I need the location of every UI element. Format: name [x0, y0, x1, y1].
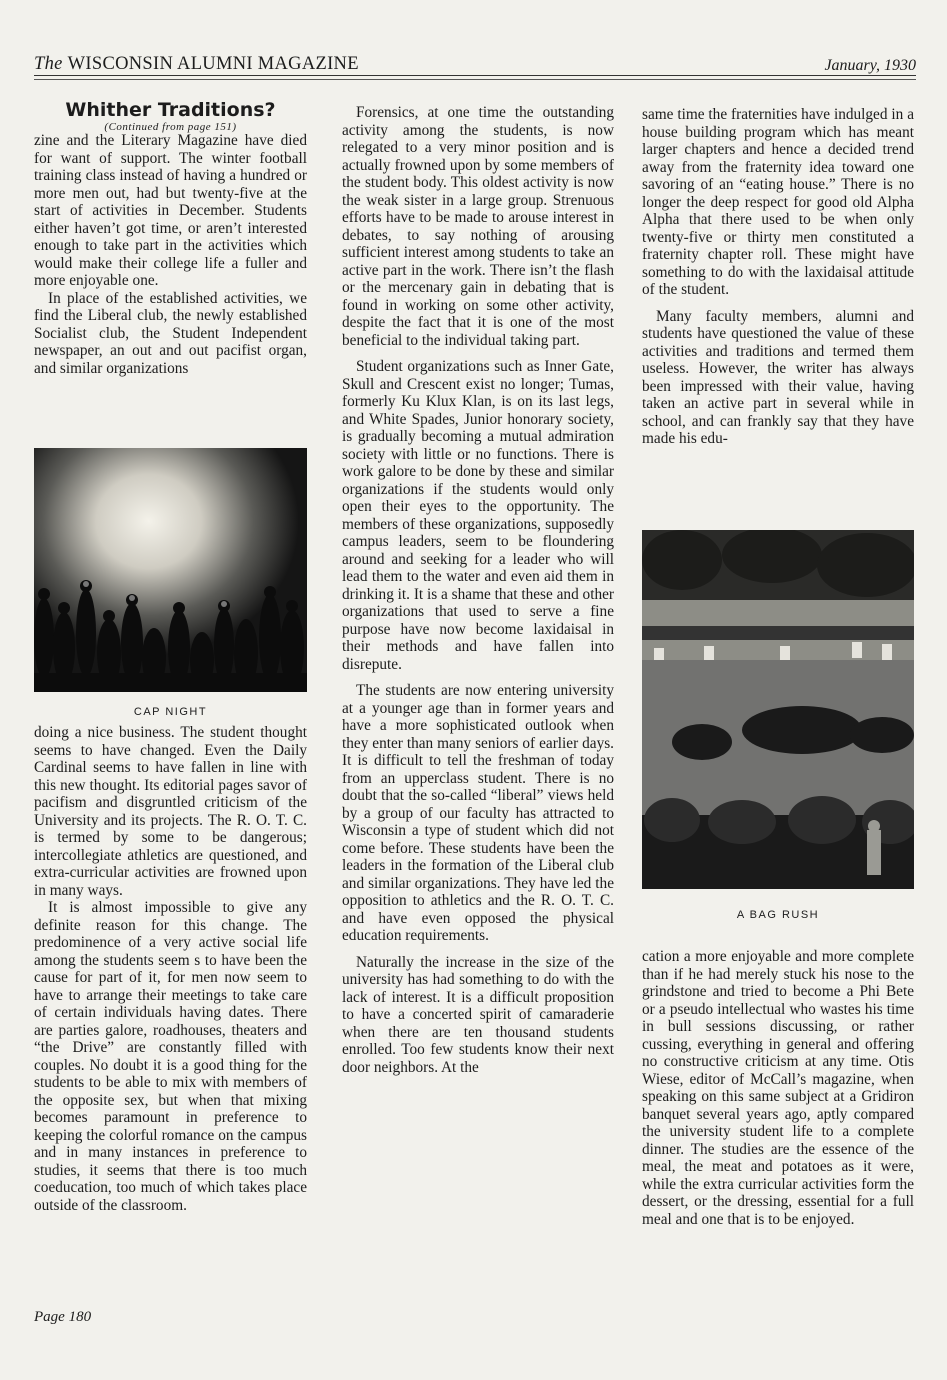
- paragraph: zine and the Literary Magazine have died for want of support. The winter football training class instead of having a hundred or more men out, had but twenty-five at the start of activities in December. Students either haven’t got time, or aren’t interested enough to take part in the activities which would make their college life a fuller and more enjoyable one.: [34, 132, 307, 289]
- magazine-title: The WISCONSIN ALUMNI MAGAZINE: [34, 54, 359, 74]
- paragraph: doing a nice business. The student thought seems to have changed. Even the Daily Cardinal seems to have fallen in line with this new thought. Its editorial pages savor of pacifism and disgruntled criticism of the University and its projects. The R. O. T. C. is termed by some to be dangerous; intercollegiate athletics are questioned, and extra-curricular activities are frowned upon in many ways.: [34, 724, 307, 899]
- page-number: Page 180: [34, 1309, 92, 1325]
- paragraph: Naturally the increase in the size of the university has had something to do with the lack of interest. It is a difficult proposition to have a concerted spirit of camaraderie when there are ten thousand students enrolled. Too few students know their next door neighbors. At the: [342, 953, 614, 1076]
- paragraph: The students are now entering university at a younger age than in former years and have a more sophisticated outlook when they enter than many seniors of earlier days. It is difficult to tell the freshman of today from an upperclass student. There is no doubt that the so-called “liberal” views held by a group of our faculty has attracted to Wisconsin a type of student which did not come before. These students have been the leaders in the formation of the Liberal club and similar organizations. They have led the opposition to athletics and the R. O. T. C. and have even opposed the physical education requirements.: [342, 682, 614, 944]
- column-3-top: [642, 106, 914, 448]
- cap-night-image: [34, 448, 307, 692]
- issue-date: January, 1930: [824, 57, 916, 74]
- column-2: [342, 104, 614, 1076]
- continued-note: (Continued from page 151): [104, 121, 237, 133]
- cap-night-caption: CAP NIGHT: [133, 706, 208, 718]
- paragraph: Student organizations such as Inner Gate, Skull and Crescent exist no longer; Tumas, formerly Ku Klux Klan, is on its last legs, and White Spades, Junior honorary society, is gradually becoming a mutual admiration society with little or no functions. There is work galore to be done by these and similar organizations if the students would only open their eyes to the opportunity. The members of these organizations, supposedly campus leaders, seem to be floundering around and seeking for a leader who will lead them to the water and even aid them in drinking it. It is a shame that these and other organizations that used to serve a fine purpose have now become laxidaisal in their methods and have fallen into disrepute.: [342, 358, 614, 673]
- bag-rush-photo: [642, 530, 914, 889]
- header-rule-thin: [34, 79, 916, 80]
- bag-rush-image: [642, 530, 914, 889]
- paragraph: Forensics, at one time the outstanding activity among the students, is now relegated to a very minor position and is actually frowned upon by some members of the student body. This oldest activity is now the weak sister in a large group. Strenuous efforts have to be made to arouse interest in debates, to say nothing of arousing sufficient interest among students to take an active part in the work. There isn’t the flash or the mercenary gain in debating that is found in working on some other activity, despite the fact that it is one of the most beneficial to the individual taking part.: [342, 104, 614, 349]
- article-title: Whither Traditions?: [65, 99, 276, 121]
- paragraph: Many faculty members, alumni and students have questioned the value of these activities and traditions and termed them useless. However, the writer has always been impressed with their value, having taken an active part in several while in school, and can frankly say that they have made his edu-: [642, 307, 914, 447]
- paragraph: It is almost impossible to give any definite reason for this change. The predominence of a very active social life among the students seem s to have been the cause for part of it, for men now seem to have to arrange their meetings to take care of certain individuals having dates. There are parties galore, roadhouses, theaters and “the Drive” are constantly filled with couples. No doubt it is a good thing for the students to be able to mix with members of the opposite sex, but when that mixing becomes paramount in preference to keeping the colorful romance on the campus and in many instances in preference to studies, it seems that there is too much coeducation, too much of which takes place outside of the classroom.: [34, 899, 307, 1214]
- paragraph: cation a more enjoyable and more complete than if he had merely stuck his nose to the grindstone and tried to become a Phi Bete or a pseudo intellectual who wastes his time in bull sessions discussing, or rather cussing, everything in general and offering no constructive criticism at any time. Otis Wiese, editor of McCall’s magazine, when speaking on this same subject at a Gridiron banquet several years ago, aptly compared the university student life to a complete dinner. The studies are the essence of the meal, the meat and potatoes as it were, while the extra curricular activities form the dessert, or the dressing, essential for a full meal and one that is to be enjoyed.: [642, 948, 914, 1228]
- header-rule: [34, 75, 916, 76]
- column-3-bottom: [642, 948, 914, 1228]
- paragraph: In place of the established activities, we find the Liberal club, the newly established Socialist club, the Student Independent newspaper, an out and out pacifist organ, and similar organizations: [34, 289, 307, 377]
- column-1-top: [34, 132, 307, 377]
- cap-night-photo: [34, 448, 307, 692]
- bag-rush-caption: A BAG RUSH: [736, 909, 820, 921]
- paragraph: same time the fraternities have indulged in a house building program which has meant larger chapters and hence a decided trend away from the fraternity idea toward one savoring of an “eating house.” There is no longer the deep respect for good old Alpha Alpha that there used to be when only twenty-five or thirty men constituted a fraternity chapter roll. These might have something to do with the laxidaisal attitude of the student.: [642, 106, 914, 298]
- column-1-bottom: [34, 724, 307, 1214]
